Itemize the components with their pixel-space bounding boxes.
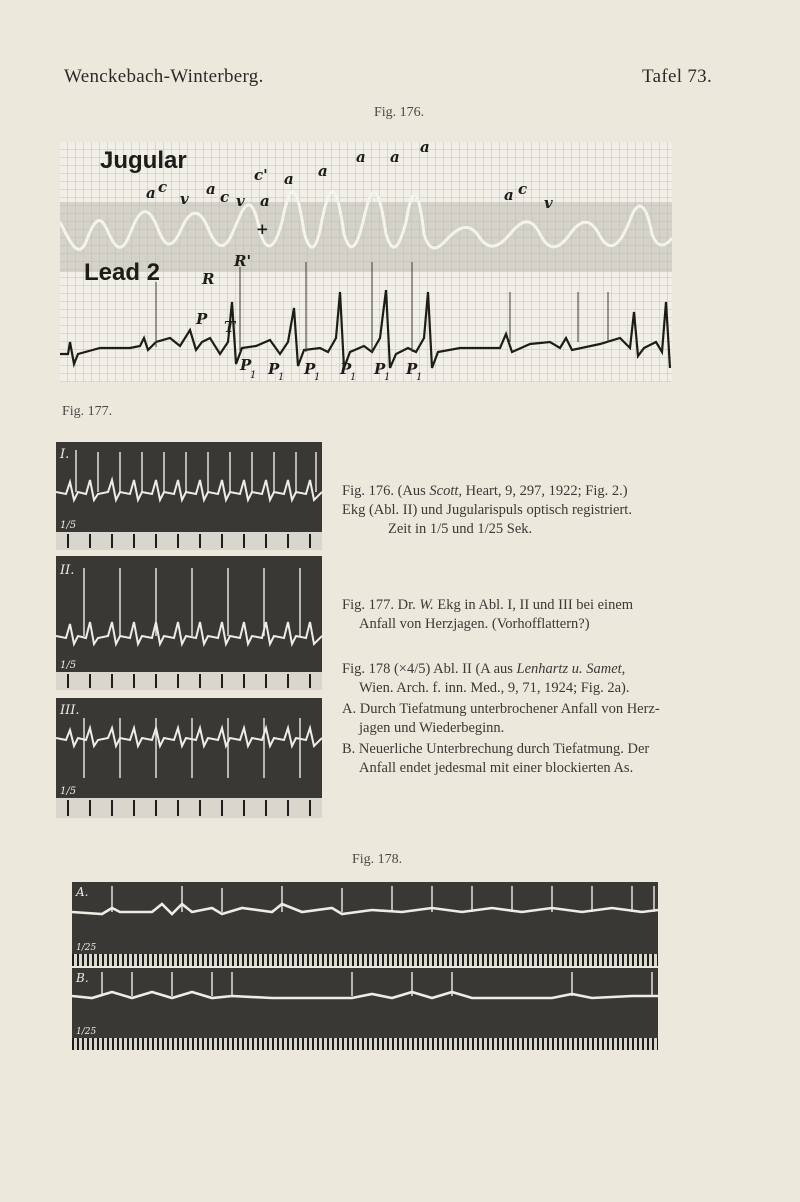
- lead-mark-P2: P: [268, 360, 280, 378]
- cap178-B2: Anfall endet jedesmal mit einer blockierten As.: [359, 760, 634, 776]
- fig178-panel-B: [72, 968, 658, 1050]
- panel-II-label: II.: [60, 563, 75, 578]
- fig177-panel-3: [56, 698, 322, 818]
- panel-A-label: A.: [76, 885, 89, 899]
- lead-mark-T: T: [224, 318, 236, 336]
- caption-fig178: [342, 660, 682, 778]
- cap178-A1: A. Durch Tiefatmung unterbrochener Anfall von Herz-: [342, 701, 660, 717]
- cap178-l1: Fig. 178 (×4/5) Abl. II (A aus: [342, 661, 517, 677]
- panel-B-label: B.: [76, 971, 89, 985]
- fig178-label: Fig. 178.: [352, 852, 403, 867]
- lead-sub-4: 1: [350, 372, 357, 382]
- jug-mark-a1: a: [146, 184, 156, 202]
- jug-mark-a8: a: [420, 142, 430, 156]
- lead-mark-P0: P: [196, 310, 208, 328]
- cap177-author: W.: [419, 597, 434, 613]
- jug-mark-a9: a: [504, 186, 514, 204]
- jug-mark-a2: a: [206, 180, 216, 198]
- lead-mark-P4: P: [340, 360, 352, 378]
- panel-III-label: III.: [60, 703, 80, 718]
- running-head-right: Tafel 73.: [642, 66, 712, 87]
- lead-sub-1: 1: [250, 370, 257, 381]
- panel-B-time: 1/25: [76, 1027, 97, 1037]
- cap178-author: Lenhartz u. Samet,: [516, 661, 626, 677]
- lead-mark-P3: P: [304, 360, 316, 378]
- fig177-panel-2: [56, 556, 322, 690]
- lead-mark-Rprime: R': [234, 252, 252, 270]
- cap177-l1: Fig. 177. Dr.: [342, 597, 420, 613]
- cap176-author: Scott,: [429, 483, 463, 499]
- jug-mark-v2: v: [236, 192, 245, 210]
- jug-mark-plus: +: [256, 220, 269, 238]
- cap177-l2: Anfall von Herzjagen. (Vorhofflattern?): [359, 616, 590, 632]
- lead-sub-2: 1: [278, 372, 285, 382]
- fig177-label: Fig. 177.: [62, 404, 113, 419]
- lead-mark-P6: P: [406, 360, 418, 378]
- jug-mark-a4: a: [284, 170, 294, 188]
- jug-mark-a7: a: [390, 148, 400, 166]
- cap176-l2: Ekg (Abl. II) und Jugularispuls optisch registriert.: [342, 502, 632, 518]
- jug-mark-c1: c: [158, 178, 168, 196]
- jug-mark-cprime: c': [254, 166, 268, 184]
- panel-II-time: 1/5: [60, 660, 77, 671]
- lead-mark-P1: P: [240, 356, 252, 374]
- jug-mark-v3: v: [544, 194, 553, 212]
- jug-mark-a3: a: [260, 192, 270, 210]
- jug-mark-a5: a: [318, 162, 328, 180]
- fig176-label: Fig. 176.: [374, 105, 425, 120]
- jug-mark-c3: c: [518, 180, 528, 198]
- fig176-plate: [60, 142, 672, 382]
- fig178-panel-A: [72, 882, 658, 966]
- panel-I-time: 1/5: [60, 520, 77, 531]
- caption-fig177: [342, 596, 672, 634]
- cap176-l1: Fig. 176. (Aus: [342, 483, 430, 499]
- jugular-label: Jugular: [100, 147, 187, 174]
- cap177-l1b: Ekg in Abl. I, II und III bei einem: [433, 597, 634, 613]
- fig177-panel-1: [56, 442, 322, 550]
- panel-I-label: I.: [60, 447, 70, 462]
- lead-sub-3: 1: [314, 372, 321, 382]
- cap178-B1: B. Neuerliche Unterbrechung durch Tiefatmung. Der: [342, 741, 650, 757]
- lead-mark-R: R: [202, 270, 215, 288]
- caption-fig176: [342, 482, 672, 539]
- cap178-A2: jagen und Wiederbeginn.: [359, 720, 505, 736]
- running-head-left: Wenckebach-Winterberg.: [64, 66, 264, 87]
- cap176-l3: Zeit in 1/5 und 1/25 Sek.: [388, 521, 533, 537]
- lead-label: Lead 2: [84, 259, 161, 286]
- jug-mark-a6: a: [356, 148, 366, 166]
- panel-III-time: 1/5: [60, 786, 77, 797]
- cap176-l1b: Heart, 9, 297, 1922; Fig. 2.): [462, 483, 628, 499]
- cap178-l2: Wien. Arch. f. inn. Med., 9, 71, 1924; Fig. 2a).: [359, 680, 630, 696]
- lead-sub-5: 1: [384, 372, 391, 382]
- lead-mark-P5: P: [374, 360, 386, 378]
- lead-sub-6: 1: [416, 372, 423, 382]
- panel-A-time: 1/25: [76, 943, 97, 953]
- jug-mark-c2: c: [220, 188, 230, 206]
- jug-mark-v1: v: [180, 190, 189, 208]
